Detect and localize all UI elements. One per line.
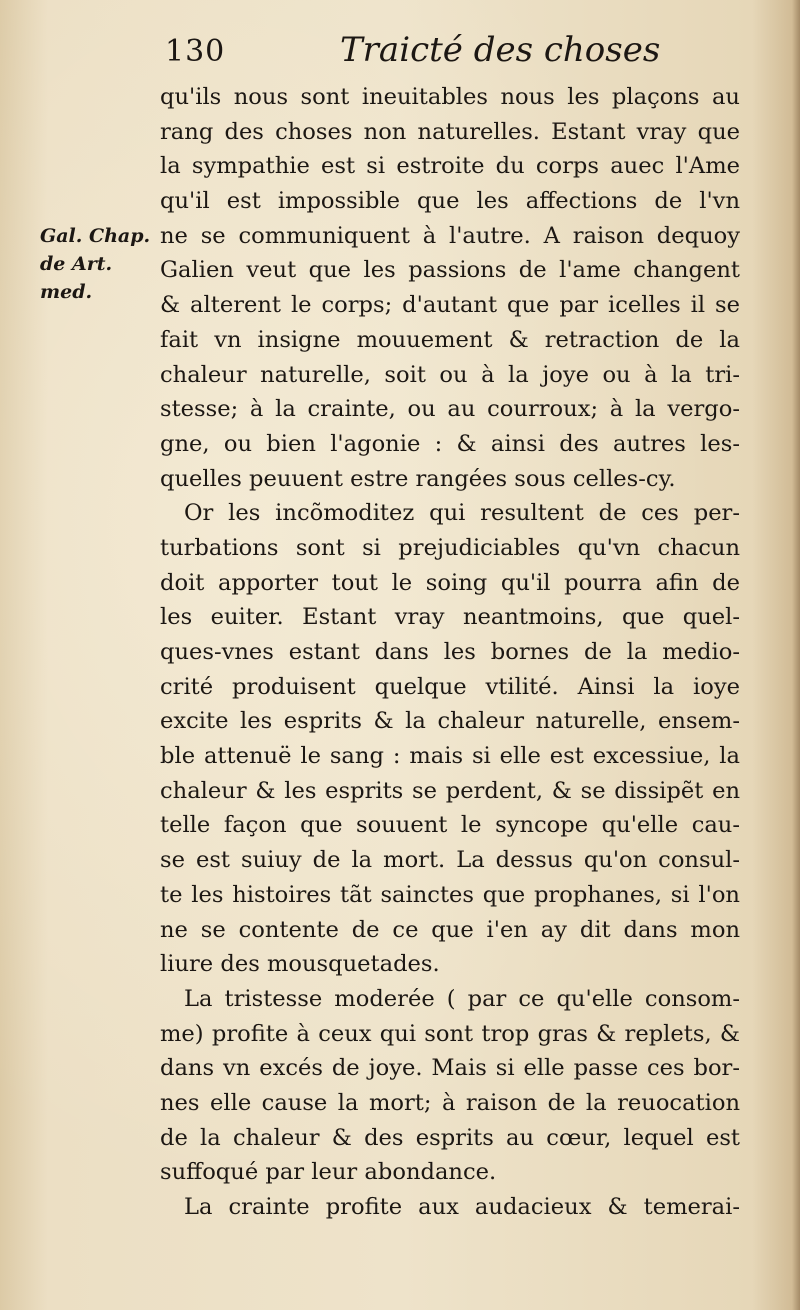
text-line: te les histoires tãt sainctes que prophanes, si l'on <box>160 881 740 908</box>
text-line: fait vn insigne mouuement & retraction de la <box>160 326 740 353</box>
text-line: chaleur naturelle, soit ou à la joye ou à la tri- <box>160 361 740 388</box>
marginal-note-line: med. <box>40 281 93 303</box>
text-line: les euiter. Estant vray neantmoins, que quel- <box>160 604 740 631</box>
text-line: chaleur & les esprits se perdent, & se dissipẽt en <box>160 777 740 804</box>
text-line: me) profite à ceux qui sont trop gras & replets, & <box>160 1020 740 1047</box>
text-line: ble attenuë le sang : mais si elle est excessiue, la <box>160 743 740 770</box>
text-line: qu'il est impossible que les affections de l'vn <box>160 188 740 215</box>
page-header <box>165 28 745 78</box>
text-line: doit apporter tout le soing qu'il pourra afin de <box>160 569 740 596</box>
text-line: gne, ou bien l'agonie : & ainsi des autres les- <box>160 430 740 457</box>
text-line: suffoqué par leur abondance. <box>160 1159 497 1186</box>
marginal-note-line: de Art. <box>40 253 113 275</box>
text-line: la sympathie est si estroite du corps auec l'Ame <box>160 153 740 180</box>
text-line: La crainte profite aux audacieux & temerai- <box>184 1194 740 1220</box>
text-line: telle façon que souuent le syncope qu'elle cau- <box>160 812 740 839</box>
text-line: de la chaleur & des esprits au cœur, lequel est <box>160 1124 740 1151</box>
running-head: Traicté des choses <box>340 30 661 70</box>
text-line: ques-vnes estant dans les bornes de la medio- <box>160 639 740 665</box>
text-line: ne se contente de ce que i'en ay dit dans mon <box>160 916 740 943</box>
text-line: rang des choses non naturelles. Estant vray que <box>160 118 740 145</box>
text-line: Or les incõmoditez qui resultent de ces per- <box>184 500 740 527</box>
text-line: ne se communiquent à l'autre. A raison dequoy <box>160 222 740 249</box>
text-line: La tristesse moderée ( par ce qu'elle consom- <box>184 985 740 1012</box>
page-number: 130 <box>165 34 226 69</box>
text-line: dans vn excés de joye. Mais si elle passe ces bor- <box>160 1055 740 1082</box>
text-line: turbations sont si prejudiciables qu'vn chacun <box>160 534 740 561</box>
marginal-note-line: Gal. Chap. <box>40 225 151 247</box>
text-line: qu'ils nous sont ineuitables nous les plaçons au <box>160 84 740 110</box>
page-edge <box>792 0 800 1310</box>
text-line: crité produisent quelque vtilité. Ainsi la ioye <box>160 673 740 700</box>
text-line: se est suiuy de la mort. La dessus qu'on consul- <box>160 847 740 874</box>
text-line: stesse; à la crainte, ou au courroux; à la vergo- <box>160 396 740 423</box>
text-line: excite les esprits & la chaleur naturelle, ensem- <box>160 708 740 735</box>
text-line: Galien veut que les passions de l'ame changent <box>160 257 740 284</box>
text-line: liure des mousquetades. <box>160 951 440 978</box>
body-text <box>160 80 740 1225</box>
marginal-note <box>40 222 150 306</box>
text-line: quelles peuuent estre rangées sous celles-cy. <box>160 465 676 492</box>
text-line: nes elle cause la mort; à raison de la reuocation <box>160 1089 740 1116</box>
text-line: & alterent le corps; d'autant que par icelles il se <box>160 292 740 319</box>
